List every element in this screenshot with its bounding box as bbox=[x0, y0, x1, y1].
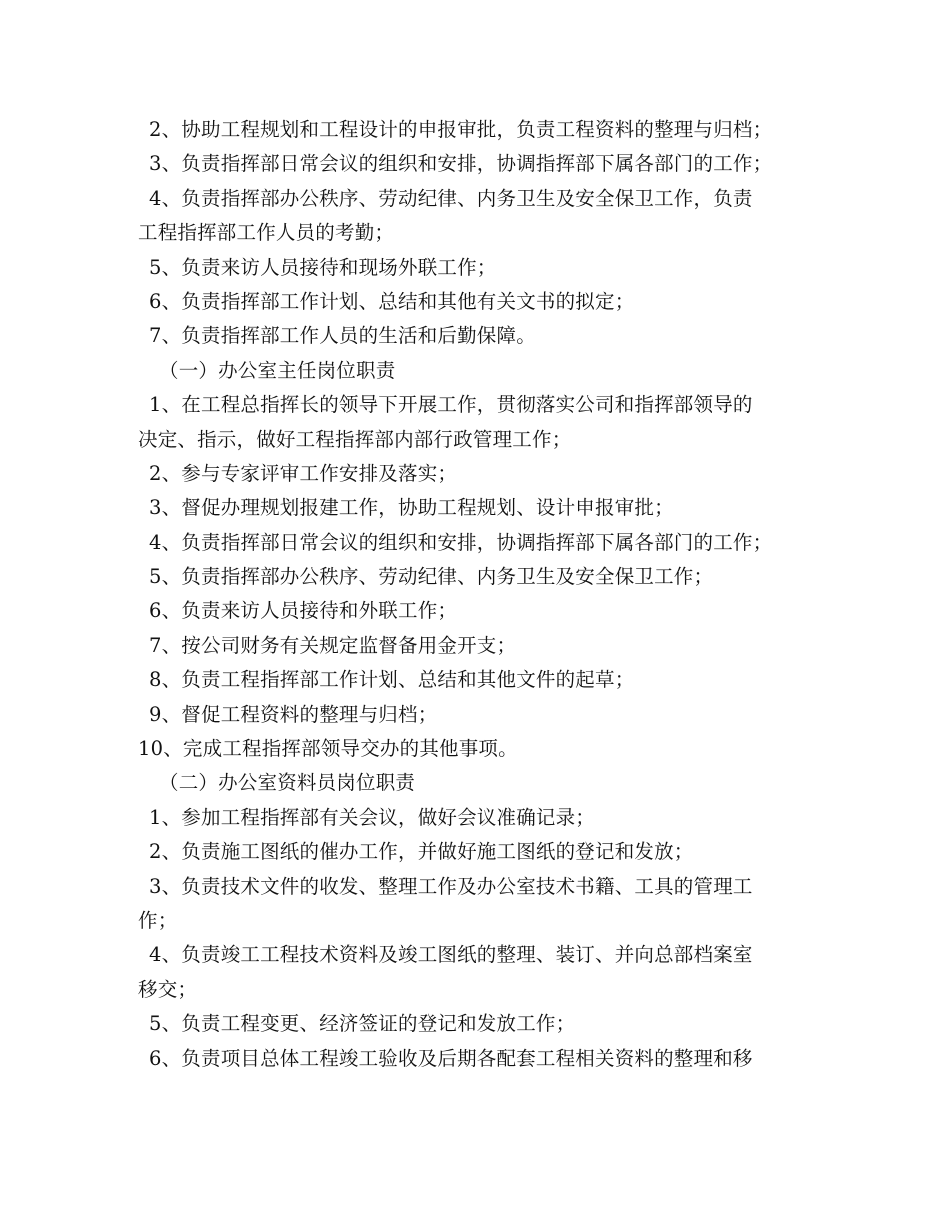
section-heading: （一）办公室主任岗位职责 bbox=[159, 358, 396, 382]
list-item: 4、负责指挥部日常会议的组织和安排，协调指挥部下属各部门的工作； bbox=[149, 530, 773, 554]
list-item: 1、参加工程指挥部有关会议，做好会议准确记录； bbox=[149, 805, 596, 829]
list-item: 7、负责指挥部工作人员的生活和后勤保障。 bbox=[149, 324, 536, 348]
list-item: 3、负责指挥部日常会议的组织和安排，协调指挥部下属各部门的工作； bbox=[149, 152, 773, 176]
list-item: 1、在工程总指挥长的领导下开展工作，贯彻落实公司和指挥部领导的 bbox=[149, 393, 753, 417]
list-item: 2、协助工程规划和工程设计的申报审批，负责工程资料的整理与归档； bbox=[149, 118, 773, 141]
list-item: 9、督促工程资料的整理与归档； bbox=[149, 702, 438, 726]
list-item: 2、负责施工图纸的催办工作，并做好施工图纸的登记和发放； bbox=[149, 840, 694, 864]
list-item: 4、负责竣工工程技术资料及竣工图纸的整理、装订、并向总部档案室 bbox=[149, 943, 753, 967]
list-item: 2、参与专家评审工作安排及落实； bbox=[149, 461, 458, 485]
list-item: 3、督促办理规划报建工作，协助工程规划、设计申报审批； bbox=[149, 496, 674, 520]
list-item: 6、负责指挥部工作计划、总结和其他有关文书的拟定； bbox=[149, 289, 635, 313]
list-item: 5、负责工程变更、经济签证的登记和发放工作； bbox=[149, 1012, 576, 1036]
list-item-continuation: 移交； bbox=[138, 977, 198, 1001]
document-body bbox=[138, 113, 838, 1076]
list-item: 6、负责项目总体工程竣工验收及后期各配套工程相关资料的整理和移 bbox=[149, 1046, 753, 1070]
list-item: 8、负责工程指挥部工作计划、总结和其他文件的起草； bbox=[149, 668, 635, 692]
list-item: 10、完成工程指挥部领导交办的其他事项。 bbox=[138, 737, 518, 761]
section-heading: （二）办公室资料员岗位职责 bbox=[159, 771, 416, 795]
list-item: 3、负责技术文件的收发、整理工作及办公室技术书籍、工具的管理工 bbox=[149, 874, 753, 898]
list-item: 7、按公司财务有关规定监督备用金开支； bbox=[149, 633, 517, 657]
list-item-continuation: 工程指挥部工作人员的考勤； bbox=[138, 221, 395, 245]
list-item: 5、负责指挥部办公秩序、劳动纪律、内务卫生及安全保卫工作； bbox=[149, 565, 714, 589]
list-item: 4、负责指挥部办公秩序、劳动纪律、内务卫生及安全保卫工作，负责 bbox=[149, 186, 753, 210]
list-item: 6、负责来访人员接待和外联工作； bbox=[149, 599, 458, 623]
list-item-continuation: 决定、指示，做好工程指挥部内部行政管理工作； bbox=[138, 427, 572, 451]
list-item: 5、负责来访人员接待和现场外联工作； bbox=[149, 255, 497, 279]
list-item-continuation: 作； bbox=[138, 908, 178, 932]
